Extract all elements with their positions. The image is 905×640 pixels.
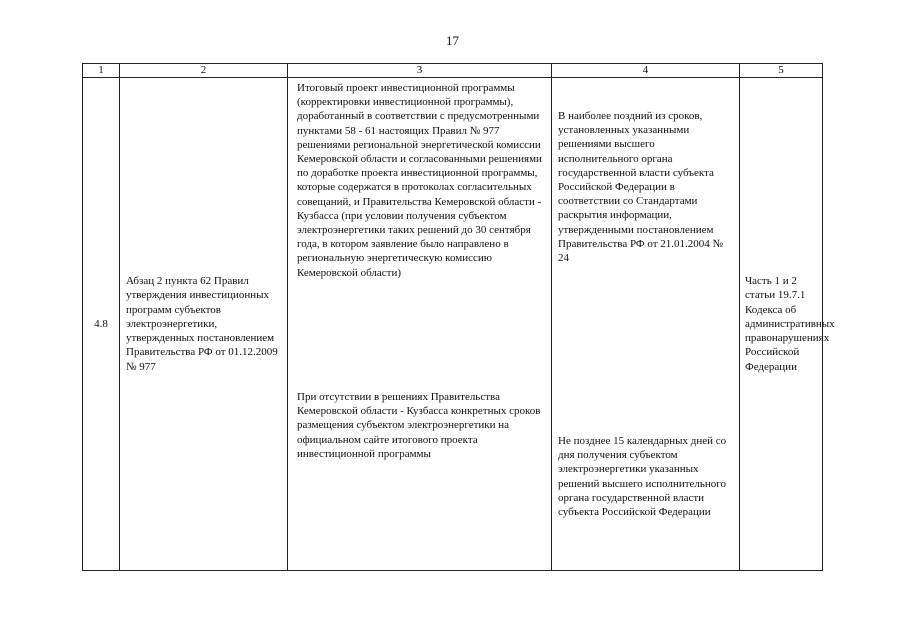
deadline-main-text: В наиболее поздний из сроков, установленных указанными решениями высшего исполнительного органа государственной власти субъекта Российской Федерации в соответствии со Стандартами раскрытия информации, утвержденными постановлением Правительства РФ от 21.01.2004 № 24 (558, 110, 723, 265)
column-header-2: 2 (120, 64, 288, 78)
legal-basis-cell (120, 78, 288, 571)
liability-cell (740, 78, 835, 571)
requirements-table (82, 63, 835, 571)
table-row (83, 78, 823, 571)
column-header-4: 4 (552, 64, 740, 78)
deadline-cell (552, 78, 740, 571)
page-number: 17 (446, 33, 459, 48)
document-alt-text: При отсутствии в решениях Правительства Кемеровской области - Кузбасса конкретных сроков размещения субъектом электроэнергетики на официальном сайте итогового проекта инвестиционной программы (297, 391, 541, 460)
row-number: 4.8 (83, 78, 120, 571)
deadline-alt-text: Не позднее 15 календарных дней со дня получения субъектом электроэнергетики указанных решений высшего исполнительного органа государственной власти субъекта Российской Федерации (558, 435, 727, 519)
column-number-row (83, 64, 823, 78)
column-header-1: 1 (83, 64, 120, 78)
liability-text: Часть 1 и 2 статьи 19.7.1 Кодекса об административных правонарушениях Российской Федерации (745, 275, 835, 373)
document-main-text: Итоговый проект инвестиционной программы (корректировки инвестиционной программы), доработанный в соответствии с предусмотренными пунктами 58 - 61 настоящих Правил № 977 решениями региональной энергетической комиссии Кемеровской области и согласованными решениями по доработке проекта инвестиционной программы, которые содержатся в протоколах согласительных совещаний, и Правительства Кемеровской области - Кузбасса (при условии получения субъектом электроэнергетики таких решений до 30 сентября года, в котором заявление было направлено в региональную энергетическую комиссию Кемеровской области) (297, 82, 542, 279)
column-header-5: 5 (740, 64, 823, 78)
legal-basis-text: Абзац 2 пункта 62 Правил утверждения инвестиционных программ субъектов электроэнергетики, утвержденных постановлением Правительства РФ от 01.12.2009 № 977 (126, 275, 278, 373)
column-header-3: 3 (288, 64, 552, 78)
document-cell (288, 78, 552, 571)
